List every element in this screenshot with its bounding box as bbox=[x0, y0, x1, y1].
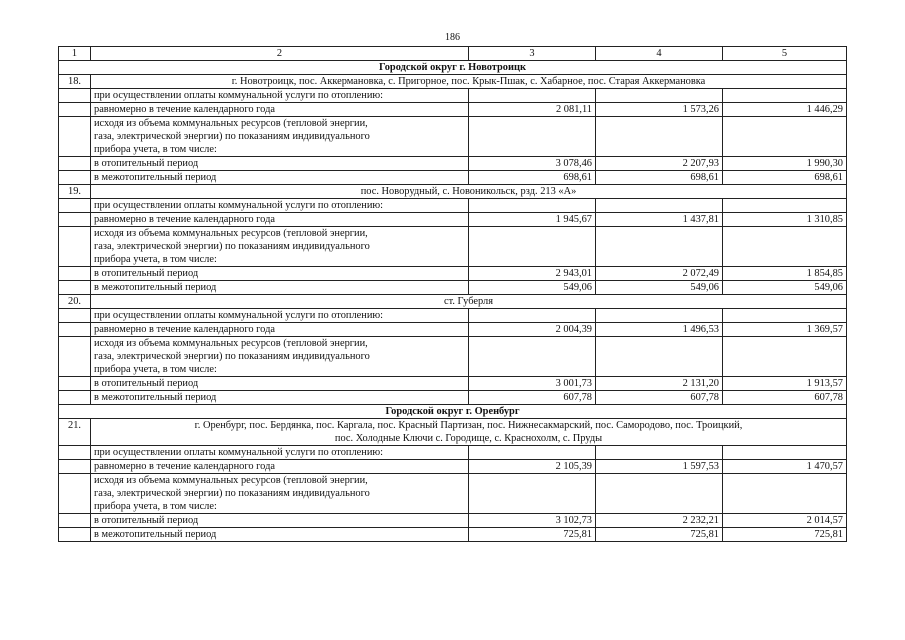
blank-cell bbox=[596, 309, 723, 323]
location-line: пос. Холодные Ключи с. Городище, с. Краснохолм, с. Пруды bbox=[334, 433, 603, 444]
heating-period-row bbox=[59, 377, 847, 391]
uniform-label: равномерно в течение календарного года bbox=[91, 103, 469, 117]
header-col-4: 4 bbox=[596, 47, 723, 61]
section-title: Городской округ г. Новотроицк bbox=[59, 61, 847, 75]
entry-number: 21. bbox=[59, 419, 91, 446]
meter-label bbox=[91, 227, 469, 267]
value-cell: 1 446,29 bbox=[723, 103, 847, 117]
location-row bbox=[59, 185, 847, 199]
blank-cell bbox=[723, 117, 847, 157]
header-col-2: 2 bbox=[91, 47, 469, 61]
uniform-label: равномерно в течение календарного года bbox=[91, 460, 469, 474]
value-cell: 1 369,57 bbox=[723, 323, 847, 337]
location-line: г. Новотроицк, пос. Аккермановка, с. Пригорное, пос. Крык-Пшак, с. Хабарное, пос. Старая Аккермановка bbox=[231, 76, 706, 87]
blank-cell bbox=[59, 157, 91, 171]
blank-cell bbox=[59, 474, 91, 514]
meter-label-line: исходя из объема коммунальных ресурсов (тепловой энергии, bbox=[94, 338, 368, 349]
value-cell: 1 470,57 bbox=[723, 460, 847, 474]
value-cell: 549,06 bbox=[469, 281, 596, 295]
blank-cell bbox=[596, 474, 723, 514]
heating-period-label: в отопительный период bbox=[91, 514, 469, 528]
blank-cell bbox=[59, 117, 91, 157]
uniform-row bbox=[59, 103, 847, 117]
blank-cell bbox=[59, 103, 91, 117]
blank-cell bbox=[723, 89, 847, 103]
uniform-label: равномерно в течение календарного года bbox=[91, 213, 469, 227]
location-line: пос. Новорудный, с. Новоникольск, рзд. 213 «А» bbox=[360, 186, 577, 197]
offseason-row bbox=[59, 171, 847, 185]
payment-intro-label: при осуществлении оплаты коммунальной услуги по отоплению: bbox=[91, 446, 469, 460]
blank-cell bbox=[469, 446, 596, 460]
location-row bbox=[59, 419, 847, 446]
section-row bbox=[59, 61, 847, 75]
blank-cell bbox=[596, 117, 723, 157]
value-cell: 2 072,49 bbox=[596, 267, 723, 281]
blank-cell bbox=[723, 309, 847, 323]
offseason-label: в межотопительный период bbox=[91, 528, 469, 542]
value-cell: 549,06 bbox=[596, 281, 723, 295]
meter-row bbox=[59, 474, 847, 514]
value-cell: 698,61 bbox=[723, 171, 847, 185]
value-cell: 2 943,01 bbox=[469, 267, 596, 281]
meter-label-line: исходя из объема коммунальных ресурсов (тепловой энергии, bbox=[94, 228, 368, 239]
meter-label-line: прибора учета, в том числе: bbox=[94, 501, 217, 512]
value-cell: 2 232,21 bbox=[596, 514, 723, 528]
tariff-table-body bbox=[59, 47, 847, 542]
location-cell bbox=[91, 75, 847, 89]
payment-intro-row bbox=[59, 89, 847, 103]
meter-label-line: прибора учета, в том числе: bbox=[94, 364, 217, 375]
meter-label bbox=[91, 474, 469, 514]
value-cell: 607,78 bbox=[596, 391, 723, 405]
entry-number: 18. bbox=[59, 75, 91, 89]
uniform-row bbox=[59, 323, 847, 337]
offseason-row bbox=[59, 391, 847, 405]
value-cell: 2 081,11 bbox=[469, 103, 596, 117]
blank-cell bbox=[59, 323, 91, 337]
value-cell: 549,06 bbox=[723, 281, 847, 295]
header-col-1: 1 bbox=[59, 47, 91, 61]
meter-label bbox=[91, 117, 469, 157]
payment-intro-label: при осуществлении оплаты коммунальной услуги по отоплению: bbox=[91, 199, 469, 213]
heating-period-row bbox=[59, 267, 847, 281]
blank-cell bbox=[59, 213, 91, 227]
payment-intro-label: при осуществлении оплаты коммунальной услуги по отоплению: bbox=[91, 89, 469, 103]
value-cell: 725,81 bbox=[723, 528, 847, 542]
meter-label-line: прибора учета, в том числе: bbox=[94, 144, 217, 155]
blank-cell bbox=[59, 460, 91, 474]
payment-intro-row bbox=[59, 199, 847, 213]
blank-cell bbox=[723, 446, 847, 460]
value-cell: 1 310,85 bbox=[723, 213, 847, 227]
uniform-row bbox=[59, 460, 847, 474]
blank-cell bbox=[469, 89, 596, 103]
meter-label-line: газа, электрической энергии) по показаниям индивидуального bbox=[94, 351, 370, 362]
tariff-table bbox=[58, 46, 847, 542]
meter-label bbox=[91, 337, 469, 377]
uniform-label: равномерно в течение календарного года bbox=[91, 323, 469, 337]
header-col-5: 5 bbox=[723, 47, 847, 61]
blank-cell bbox=[469, 337, 596, 377]
blank-cell bbox=[596, 337, 723, 377]
value-cell: 1 945,67 bbox=[469, 213, 596, 227]
value-cell: 1 990,30 bbox=[723, 157, 847, 171]
entry-number: 20. bbox=[59, 295, 91, 309]
meter-label-line: газа, электрической энергии) по показаниям индивидуального bbox=[94, 131, 370, 142]
value-cell: 607,78 bbox=[469, 391, 596, 405]
location-row bbox=[59, 75, 847, 89]
blank-cell bbox=[723, 199, 847, 213]
value-cell: 1 573,26 bbox=[596, 103, 723, 117]
meter-label-line: исходя из объема коммунальных ресурсов (тепловой энергии, bbox=[94, 118, 368, 129]
blank-cell bbox=[59, 528, 91, 542]
meter-label-line: исходя из объема коммунальных ресурсов (тепловой энергии, bbox=[94, 475, 368, 486]
value-cell: 2 004,39 bbox=[469, 323, 596, 337]
entry-number: 19. bbox=[59, 185, 91, 199]
section-title: Городской округ г. Оренбург bbox=[59, 405, 847, 419]
payment-intro-row bbox=[59, 309, 847, 323]
value-cell: 1 597,53 bbox=[596, 460, 723, 474]
heating-period-row bbox=[59, 157, 847, 171]
blank-cell bbox=[596, 446, 723, 460]
header-row bbox=[59, 47, 847, 61]
offseason-label: в межотопительный период bbox=[91, 391, 469, 405]
heating-period-label: в отопительный период bbox=[91, 377, 469, 391]
location-cell bbox=[91, 419, 847, 446]
value-cell: 2 131,20 bbox=[596, 377, 723, 391]
blank-cell bbox=[59, 377, 91, 391]
meter-label-line: газа, электрической энергии) по показаниям индивидуального bbox=[94, 241, 370, 252]
location-row bbox=[59, 295, 847, 309]
meter-row bbox=[59, 337, 847, 377]
blank-cell bbox=[469, 309, 596, 323]
heating-period-label: в отопительный период bbox=[91, 157, 469, 171]
blank-cell bbox=[723, 227, 847, 267]
heating-period-row bbox=[59, 514, 847, 528]
blank-cell bbox=[59, 281, 91, 295]
payment-intro-label: при осуществлении оплаты коммунальной услуги по отоплению: bbox=[91, 309, 469, 323]
location-cell bbox=[91, 295, 847, 309]
blank-cell bbox=[59, 267, 91, 281]
heating-period-label: в отопительный период bbox=[91, 267, 469, 281]
blank-cell bbox=[59, 309, 91, 323]
value-cell: 1 854,85 bbox=[723, 267, 847, 281]
value-cell: 725,81 bbox=[469, 528, 596, 542]
value-cell: 1 496,53 bbox=[596, 323, 723, 337]
meter-row bbox=[59, 227, 847, 267]
value-cell: 698,61 bbox=[596, 171, 723, 185]
blank-cell bbox=[59, 199, 91, 213]
meter-label-line: прибора учета, в том числе: bbox=[94, 254, 217, 265]
blank-cell bbox=[596, 89, 723, 103]
location-cell bbox=[91, 185, 847, 199]
value-cell: 698,61 bbox=[469, 171, 596, 185]
blank-cell bbox=[596, 227, 723, 267]
meter-label-line: газа, электрической энергии) по показаниям индивидуального bbox=[94, 488, 370, 499]
blank-cell bbox=[59, 391, 91, 405]
blank-cell bbox=[469, 474, 596, 514]
value-cell: 725,81 bbox=[596, 528, 723, 542]
offseason-label: в межотопительный период bbox=[91, 281, 469, 295]
value-cell: 1 913,57 bbox=[723, 377, 847, 391]
value-cell: 2 014,57 bbox=[723, 514, 847, 528]
blank-cell bbox=[596, 199, 723, 213]
blank-cell bbox=[469, 227, 596, 267]
section-row bbox=[59, 405, 847, 419]
value-cell: 2 207,93 bbox=[596, 157, 723, 171]
blank-cell bbox=[59, 171, 91, 185]
blank-cell bbox=[723, 337, 847, 377]
value-cell: 3 001,73 bbox=[469, 377, 596, 391]
value-cell: 3 102,73 bbox=[469, 514, 596, 528]
page-number: 186 bbox=[445, 32, 460, 43]
offseason-label: в межотопительный период bbox=[91, 171, 469, 185]
offseason-row bbox=[59, 281, 847, 295]
value-cell: 607,78 bbox=[723, 391, 847, 405]
header-col-3: 3 bbox=[469, 47, 596, 61]
blank-cell bbox=[59, 337, 91, 377]
location-line: г. Оренбург, пос. Бердянка, пос. Каргала, пос. Красный Партизан, пос. Нижнесакмарский, пос. Самородово, пос. Троицкий, bbox=[194, 420, 743, 431]
uniform-row bbox=[59, 213, 847, 227]
blank-cell bbox=[723, 474, 847, 514]
offseason-row bbox=[59, 528, 847, 542]
blank-cell bbox=[59, 446, 91, 460]
value-cell: 1 437,81 bbox=[596, 213, 723, 227]
meter-row bbox=[59, 117, 847, 157]
payment-intro-row bbox=[59, 446, 847, 460]
value-cell: 3 078,46 bbox=[469, 157, 596, 171]
location-line: ст. Губерля bbox=[443, 296, 494, 307]
blank-cell bbox=[59, 89, 91, 103]
blank-cell bbox=[59, 227, 91, 267]
blank-cell bbox=[469, 199, 596, 213]
blank-cell bbox=[469, 117, 596, 157]
value-cell: 2 105,39 bbox=[469, 460, 596, 474]
blank-cell bbox=[59, 514, 91, 528]
